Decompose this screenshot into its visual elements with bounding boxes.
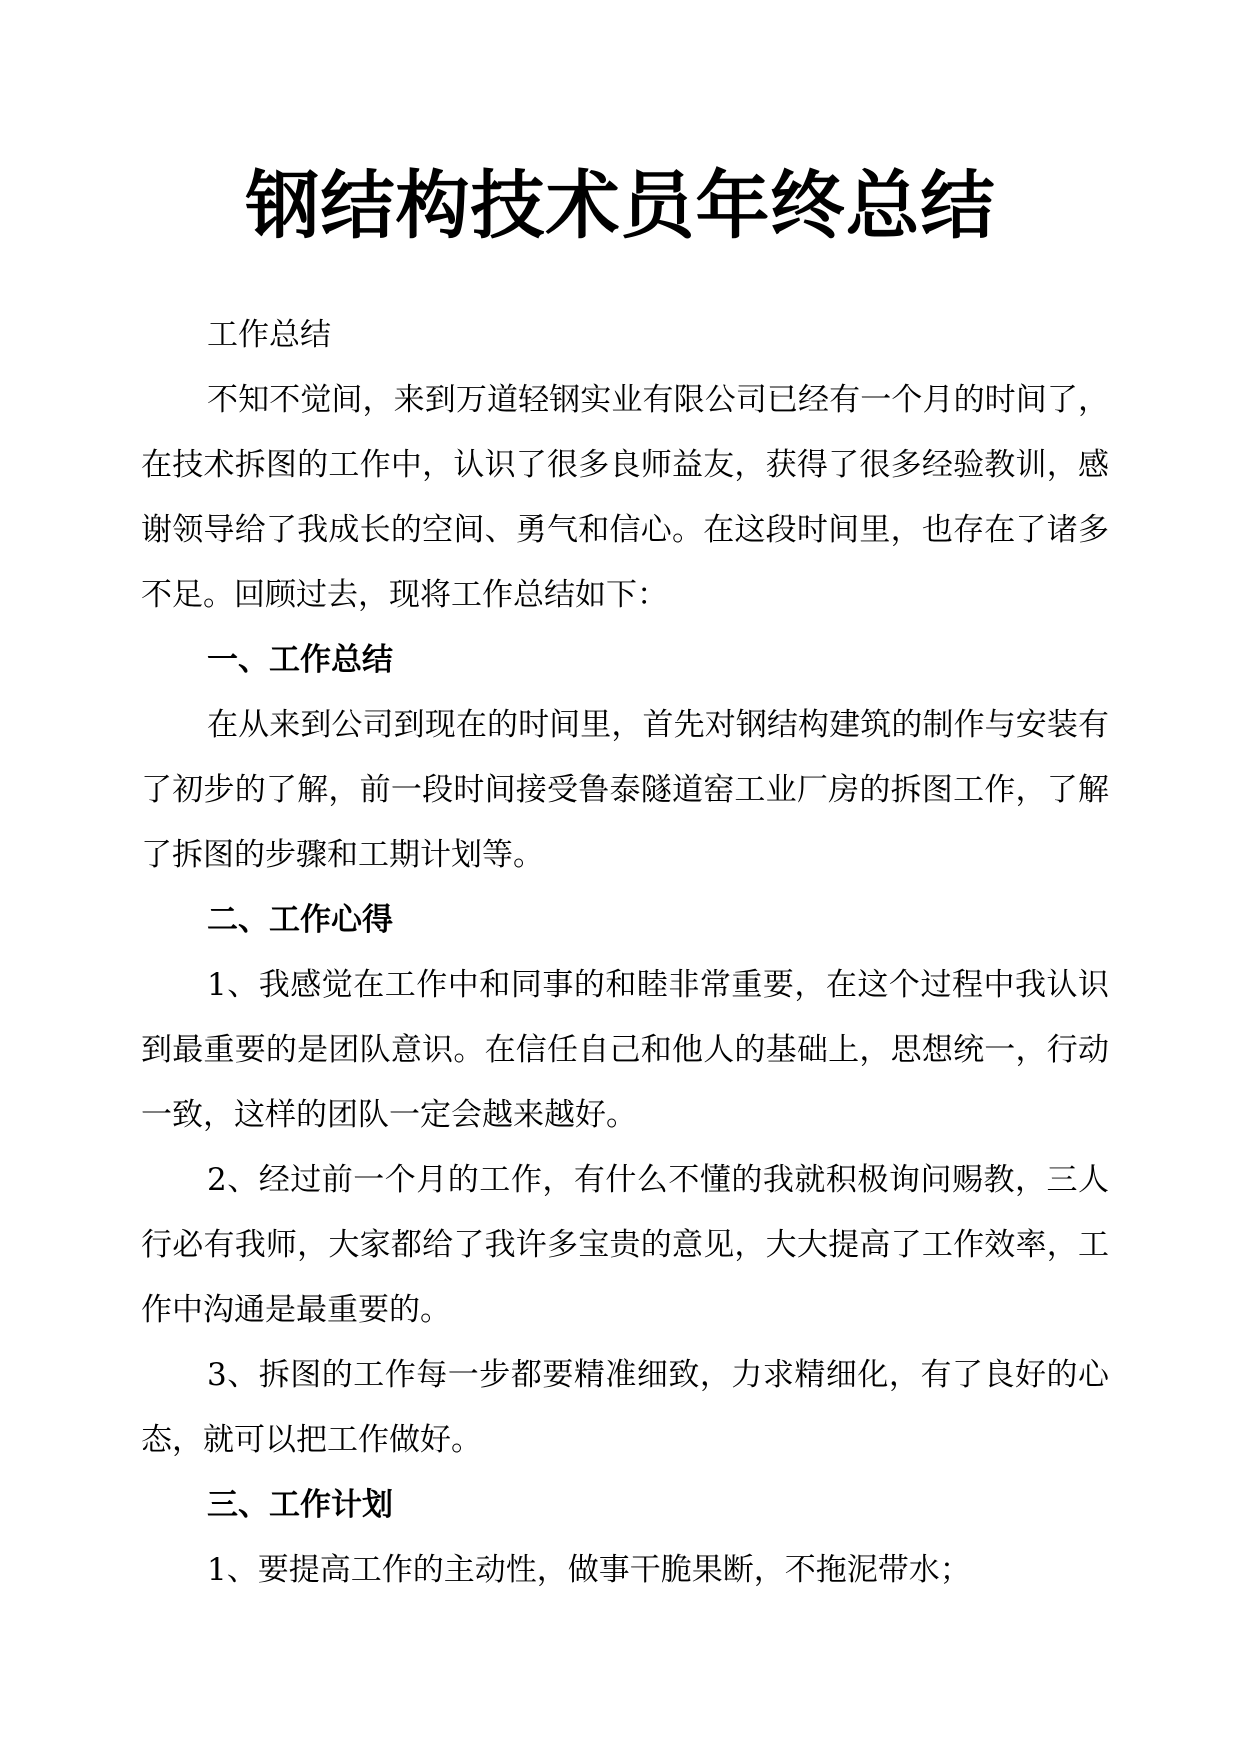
insight-item-3: 3、拆图的工作每一步都要精准细致，力求精细化，有了良好的心态，就可以把工作做好。 — [141, 1357, 1109, 1458]
plan-item-1: 1、要提高工作的主动性，做事干脆果断，不拖泥带水； — [207, 1552, 971, 1588]
section-heading-work-plan: 三、工作计划 — [207, 1487, 393, 1523]
section-label: 工作总结 — [207, 317, 331, 353]
section-heading-work-summary: 一、工作总结 — [207, 642, 393, 678]
document-body — [141, 303, 1109, 1603]
section-heading-work-insights: 二、工作心得 — [207, 902, 393, 938]
document-title: 钢结构技术员年终总结 — [245, 163, 996, 249]
intro-paragraph: 不知不觉间，来到万道轻钢实业有限公司已经有一个月的时间了，在技术拆图的工作中，认识了很多良师益友，获得了很多经验教训，感谢领导给了我成长的空间、勇气和信心。在这段时间里，也存在了诸多不足。回顾过去，现将工作总结如下： — [141, 382, 1109, 613]
insight-item-1: 1、我感觉在工作中和同事的和睦非常重要，在这个过程中我认识到最重要的是团队意识。在信任自己和他人的基础上，思想统一，行动一致，这样的团队一定会越来越好。 — [141, 967, 1109, 1133]
work-summary-paragraph: 在从来到公司到现在的时间里，首先对钢结构建筑的制作与安装有了初步的了解，前一段时间接受鲁泰隧道窑工业厂房的拆图工作，了解了拆图的步骤和工期计划等。 — [141, 707, 1109, 873]
insight-item-2: 2、经过前一个月的工作，有什么不懂的我就积极询问赐教，三人行必有我师，大家都给了我许多宝贵的意见，大大提高了工作效率，工作中沟通是最重要的。 — [141, 1162, 1109, 1328]
